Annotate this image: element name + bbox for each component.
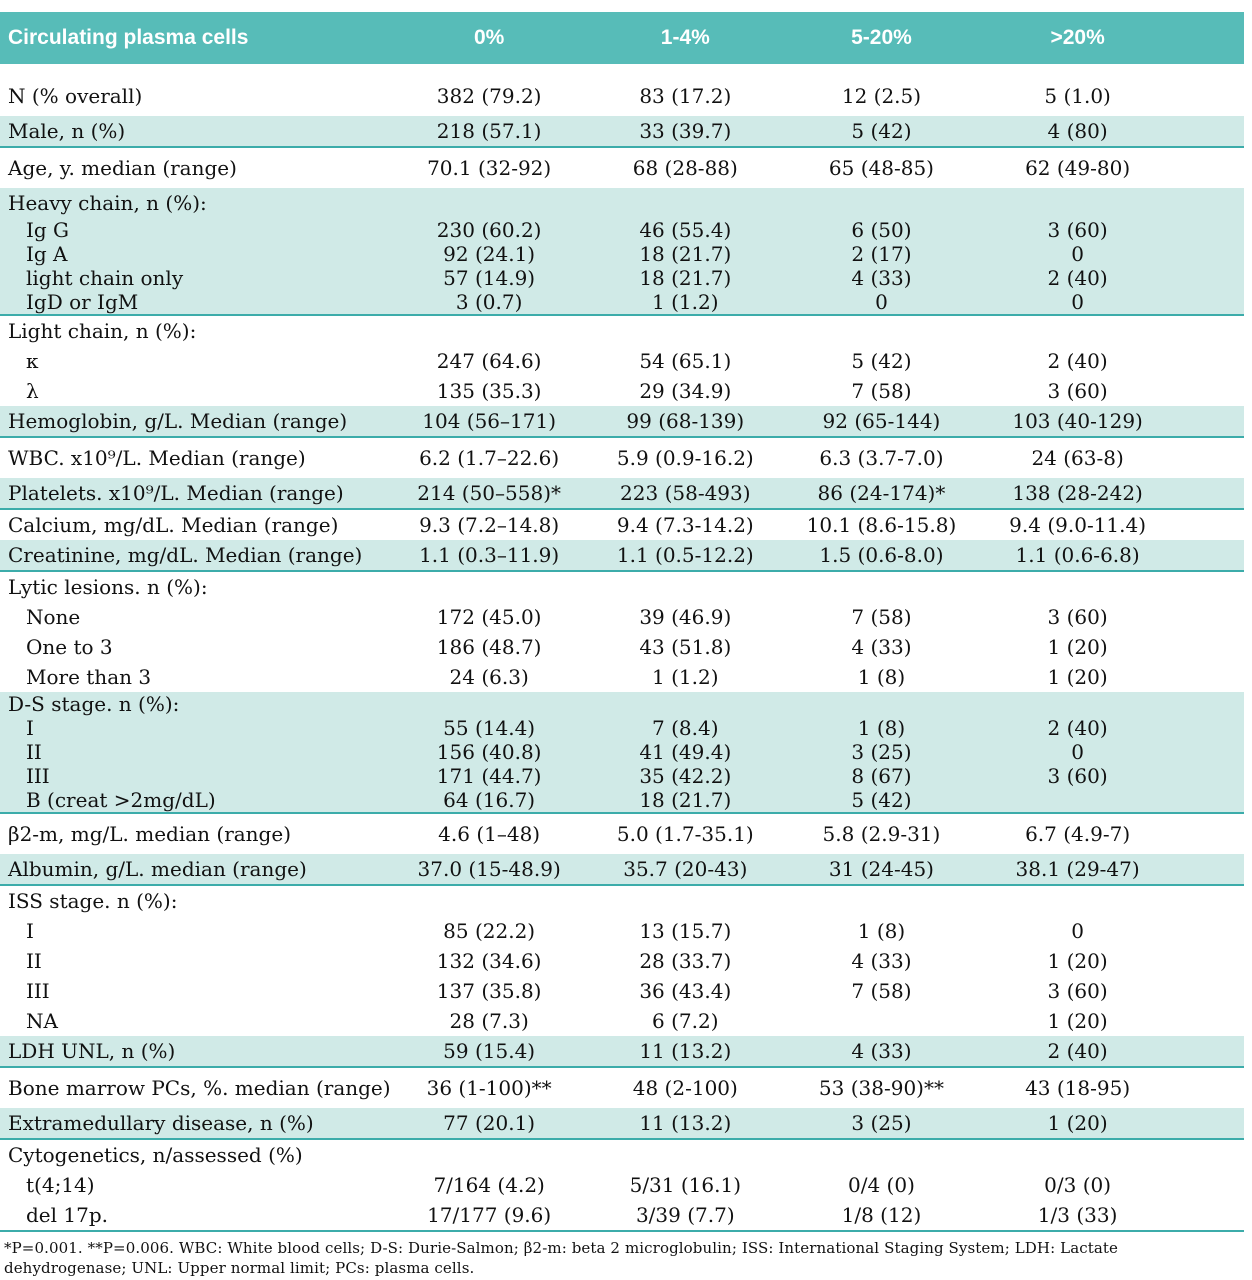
filler-cell: [1176, 406, 1244, 437]
cell-value: 1.5 (0.6-8.0): [783, 540, 979, 571]
table-row: [0, 764, 1244, 788]
cell-value: 7/164 (4.2): [433, 1173, 545, 1197]
row-label: Hemoglobin, g/L. Median (range): [0, 406, 391, 437]
filler-cell: [1176, 1006, 1244, 1036]
cell-value: 35.7 (20-43): [587, 854, 783, 885]
table-row: [0, 346, 1244, 376]
table-row: [0, 315, 1244, 346]
row-label: More than 3: [26, 665, 152, 689]
cell-value: 2 (40): [1047, 349, 1108, 373]
row-label: B (creat >2mg/dL): [0, 788, 391, 813]
cell-value: 1.1 (0.5-12.2): [587, 540, 783, 571]
cell-value: 83 (17.2): [639, 84, 732, 108]
cell-value: 92 (24.1): [391, 242, 587, 266]
cell-value: 24 (63-8): [1031, 446, 1124, 470]
cell-value: 3 (60): [1047, 605, 1108, 629]
cell-value: [783, 692, 979, 716]
filler-cell: [1176, 1108, 1244, 1139]
row-label: NA: [26, 1009, 58, 1033]
cell-value: 12 (2.5): [841, 84, 922, 108]
cell-value: 3 (25): [783, 740, 979, 764]
table-row: [0, 70, 1244, 116]
column-header-0pct: 0%: [391, 12, 587, 70]
row-label: I: [26, 919, 34, 943]
row-label: Platelets. x10⁹/L. Median (range): [0, 478, 391, 509]
cell-value: [587, 188, 783, 218]
cell-value: 2 (40): [980, 1036, 1176, 1067]
table-row: [0, 662, 1244, 692]
cell-value: 28 (7.3): [449, 1009, 529, 1033]
row-label: IgD or IgM: [0, 290, 391, 315]
row-label: Albumin, g/L. median (range): [0, 854, 391, 885]
filler-cell: [1176, 1200, 1244, 1231]
table-row: [0, 854, 1244, 885]
table-row: [0, 478, 1244, 509]
filler-cell: [1176, 916, 1244, 946]
row-label: II: [0, 740, 391, 764]
cell-value: 6 (50): [783, 218, 979, 242]
cell-value: 5 (42): [783, 116, 979, 147]
column-header-5-20pct: 5-20%: [783, 12, 979, 70]
table-row: [0, 290, 1244, 315]
cell-value: 2 (40): [980, 266, 1176, 290]
cell-value: [587, 571, 783, 602]
cell-value: 5 (42): [783, 788, 979, 813]
table-row: [0, 813, 1244, 854]
row-label: Ig A: [0, 242, 391, 266]
cell-value: 2 (17): [783, 242, 979, 266]
table-row: [0, 1067, 1244, 1108]
cell-value: 17/177 (9.6): [391, 1200, 587, 1231]
cell-value: 7 (58): [851, 605, 912, 629]
filler-cell: [1176, 188, 1244, 218]
row-label: Cytogenetics, n/assessed (%): [8, 1143, 303, 1167]
cell-value: 3 (0.7): [391, 290, 587, 315]
table-row: [0, 376, 1244, 406]
table-row: [0, 716, 1244, 740]
cell-value: 28 (33.7): [639, 949, 732, 973]
cell-value: 11 (13.2): [587, 1108, 783, 1139]
table-row: [0, 406, 1244, 437]
cell-value: [587, 692, 783, 716]
cell-value: 38.1 (29-47): [980, 854, 1176, 885]
row-label: LDH UNL, n (%): [0, 1036, 391, 1067]
cell-value: 43 (51.8): [639, 635, 732, 659]
filler-cell: [1176, 740, 1244, 764]
header-label: Circulating plasma cells: [0, 12, 391, 70]
cell-value: [587, 315, 783, 346]
cell-value: 7 (58): [851, 979, 912, 1003]
cell-value: 43 (18-95): [1025, 1076, 1131, 1100]
cell-value: [783, 571, 979, 602]
header-row: [0, 12, 1244, 70]
cell-value: [391, 188, 587, 218]
filler-cell: [1176, 346, 1244, 376]
table-header: [0, 12, 1244, 70]
filler-cell: [1176, 854, 1244, 885]
cell-value: [783, 885, 979, 916]
table-row: [0, 1139, 1244, 1170]
cell-value: 53 (38-90)**: [818, 1076, 944, 1100]
cell-value: [783, 1139, 979, 1170]
filler-cell: [1176, 885, 1244, 916]
cell-value: 6.2 (1.7–22.6): [419, 446, 560, 470]
cell-value: 55 (14.4): [391, 716, 587, 740]
table-row: [0, 632, 1244, 662]
row-label: Ig G: [0, 218, 391, 242]
cell-value: 18 (21.7): [587, 788, 783, 813]
cell-value: 33 (39.7): [587, 116, 783, 147]
filler-cell: [1176, 266, 1244, 290]
cell-value: 99 (68-139): [587, 406, 783, 437]
table-body: [0, 70, 1244, 1231]
cell-value: 4 (33): [783, 266, 979, 290]
filler-cell: [1176, 290, 1244, 315]
cell-value: 9.3 (7.2–14.8): [419, 513, 560, 537]
filler-cell: [1176, 509, 1244, 540]
cell-value: [980, 1139, 1176, 1170]
filler-cell: [1176, 788, 1244, 813]
cell-value: 41 (49.4): [587, 740, 783, 764]
row-label: N (% overall): [8, 84, 143, 108]
row-label: Heavy chain, n (%):: [0, 188, 391, 218]
cell-value: 7 (8.4): [587, 716, 783, 740]
cell-value: 103 (40-129): [980, 406, 1176, 437]
filler-cell: [1176, 571, 1244, 602]
table-row: [0, 147, 1244, 188]
cell-value: 3 (60): [1047, 379, 1108, 403]
cell-value: [391, 1139, 587, 1170]
cell-value: 24 (6.3): [449, 665, 529, 689]
cell-value: [980, 188, 1176, 218]
cell-value: 138 (28-242): [980, 478, 1176, 509]
cell-value: 230 (60.2): [391, 218, 587, 242]
cell-value: 382 (79.2): [436, 84, 542, 108]
filler-cell: [1176, 147, 1244, 188]
cell-value: 4 (33): [851, 949, 912, 973]
cell-value: 6.3 (3.7-7.0): [819, 446, 944, 470]
cell-value: 54 (65.1): [639, 349, 732, 373]
filler-cell: [1176, 70, 1244, 116]
cell-value: 3 (60): [1047, 979, 1108, 1003]
cell-value: 10.1 (8.6-15.8): [806, 513, 957, 537]
table-row: [0, 1108, 1244, 1139]
header-filler: [1176, 12, 1244, 70]
cell-value: 8 (67): [783, 764, 979, 788]
cell-value: 1/3 (33): [980, 1200, 1176, 1231]
table-row: [0, 571, 1244, 602]
cell-value: 5.0 (1.7-35.1): [616, 822, 754, 846]
cell-value: 137 (35.8): [436, 979, 542, 1003]
table-row: [0, 946, 1244, 976]
table-row: [0, 1006, 1244, 1036]
cell-value: 1.1 (0.6-6.8): [980, 540, 1176, 571]
row-label: ISS stage. n (%):: [8, 889, 178, 913]
cell-value: 4.6 (1–48): [438, 822, 541, 846]
row-label: Creatinine, mg/dL. Median (range): [0, 540, 391, 571]
cell-value: 6 (7.2): [652, 1009, 719, 1033]
cell-value: 77 (20.1): [391, 1108, 587, 1139]
cell-value: [391, 692, 587, 716]
table-row: [0, 788, 1244, 813]
filler-cell: [1176, 813, 1244, 854]
cell-value: 9.4 (7.3-14.2): [616, 513, 754, 537]
cell-value: 1 (20): [1047, 665, 1108, 689]
cell-value: 4 (33): [851, 635, 912, 659]
table-row: [0, 1200, 1244, 1231]
table-row: [0, 266, 1244, 290]
cell-value: 86 (24-174)*: [783, 478, 979, 509]
filler-cell: [1176, 1036, 1244, 1067]
cell-value: 5.8 (2.9-31): [822, 822, 941, 846]
cell-value: 13 (15.7): [639, 919, 732, 943]
clinical-characteristics-table: [0, 12, 1244, 1232]
cell-value: 64 (16.7): [391, 788, 587, 813]
cell-value: 218 (57.1): [391, 116, 587, 147]
filler-cell: [1176, 946, 1244, 976]
cell-value: 156 (40.8): [391, 740, 587, 764]
cell-value: 1 (20): [1047, 635, 1108, 659]
table-row: [0, 437, 1244, 478]
row-label: Lytic lesions. n (%):: [8, 575, 208, 599]
cell-value: 1 (1.2): [587, 290, 783, 315]
row-label: del 17p.: [0, 1200, 391, 1231]
table-row: [0, 1170, 1244, 1200]
filler-cell: [1176, 218, 1244, 242]
cell-value: 9.4 (9.0-11.4): [1009, 513, 1147, 537]
cell-value: [391, 315, 587, 346]
cell-value: 18 (21.7): [587, 242, 783, 266]
cell-value: 0: [1071, 919, 1084, 943]
row-label: Light chain, n (%):: [8, 319, 197, 343]
table-row: [0, 740, 1244, 764]
cell-value: 3 (60): [980, 764, 1176, 788]
cell-value: 0/4 (0): [848, 1173, 915, 1197]
cell-value: [980, 571, 1176, 602]
cell-value: [980, 788, 1176, 813]
row-label: One to 3: [26, 635, 113, 659]
cell-value: 18 (21.7): [587, 266, 783, 290]
filler-cell: [1176, 764, 1244, 788]
cell-value: 3 (25): [783, 1108, 979, 1139]
cell-value: [783, 315, 979, 346]
row-label: Bone marrow PCs, %. median (range): [8, 1076, 391, 1100]
cell-value: [980, 692, 1176, 716]
row-label: λ: [26, 379, 39, 403]
row-label: III: [26, 979, 50, 1003]
row-label: Age, y. median (range): [8, 156, 237, 180]
cell-value: 1 (8): [857, 665, 906, 689]
filler-cell: [1176, 315, 1244, 346]
cell-value: 0: [980, 740, 1176, 764]
cell-value: 4 (80): [980, 116, 1176, 147]
cell-value: 5/31 (16.1): [629, 1173, 741, 1197]
table-row: [0, 885, 1244, 916]
cell-value: 1 (20): [1047, 1009, 1108, 1033]
cell-value: 59 (15.4): [391, 1036, 587, 1067]
table-row: [0, 602, 1244, 632]
filler-cell: [1176, 662, 1244, 692]
column-header-gt20pct: >20%: [980, 12, 1176, 70]
table-row: [0, 692, 1244, 716]
table-row: [0, 916, 1244, 946]
cell-value: 7 (58): [851, 379, 912, 403]
table-row: [0, 218, 1244, 242]
row-label: III: [0, 764, 391, 788]
cell-value: 172 (45.0): [436, 605, 542, 629]
cell-value: 1 (8): [783, 716, 979, 740]
cell-value: 1 (1.2): [652, 665, 719, 689]
cell-value: 37.0 (15-48.9): [391, 854, 587, 885]
filler-cell: [1176, 437, 1244, 478]
cell-value: [391, 571, 587, 602]
cell-value: 135 (35.3): [436, 379, 542, 403]
row-label: II: [26, 949, 42, 973]
cell-value: [980, 885, 1176, 916]
cell-value: 31 (24-45): [783, 854, 979, 885]
cell-value: 171 (44.7): [391, 764, 587, 788]
cell-value: 4 (33): [783, 1036, 979, 1067]
cell-value: 0/3 (0): [1044, 1173, 1112, 1197]
filler-cell: [1176, 632, 1244, 662]
cell-value: [587, 1139, 783, 1170]
filler-cell: [1176, 1170, 1244, 1200]
table-row: [0, 540, 1244, 571]
table-row: [0, 976, 1244, 1006]
table-row: [0, 116, 1244, 147]
cell-value: 3 (60): [980, 218, 1176, 242]
column-header-1-4pct: 1-4%: [587, 12, 783, 70]
cell-value: 5 (1.0): [1044, 84, 1111, 108]
cell-value: 29 (34.9): [639, 379, 732, 403]
row-label: κ: [26, 349, 39, 373]
cell-value: 70.1 (32-92): [427, 156, 552, 180]
cell-value: 36 (1-100)**: [426, 1076, 552, 1100]
cell-value: 36 (43.4): [639, 979, 732, 1003]
cell-value: 46 (55.4): [587, 218, 783, 242]
cell-value: 85 (22.2): [443, 919, 536, 943]
table-row: [0, 1036, 1244, 1067]
cell-value: 11 (13.2): [587, 1036, 783, 1067]
cell-value: 65 (48-85): [828, 156, 934, 180]
cell-value: 35 (42.2): [587, 764, 783, 788]
table-row: [0, 188, 1244, 218]
filler-cell: [1176, 1139, 1244, 1170]
table-row: [0, 242, 1244, 266]
filler-cell: [1176, 540, 1244, 571]
cell-value: 104 (56–171): [391, 406, 587, 437]
cell-value: 247 (64.6): [436, 349, 542, 373]
filler-cell: [1176, 976, 1244, 1006]
row-label: None: [26, 605, 81, 629]
cell-value: 39 (46.9): [639, 605, 732, 629]
table-row: [0, 509, 1244, 540]
cell-value: 1/8 (12): [783, 1200, 979, 1231]
filler-cell: [1176, 116, 1244, 147]
cell-value: [587, 885, 783, 916]
cell-value: 57 (14.9): [391, 266, 587, 290]
filler-cell: [1176, 478, 1244, 509]
row-label: WBC. x10⁹/L. Median (range): [8, 446, 306, 470]
filler-cell: [1176, 692, 1244, 716]
cell-value: [783, 188, 979, 218]
cell-value: 92 (65-144): [783, 406, 979, 437]
row-label: t(4;14): [26, 1173, 95, 1197]
cell-value: 186 (48.7): [436, 635, 542, 659]
filler-cell: [1176, 242, 1244, 266]
filler-cell: [1176, 376, 1244, 406]
cell-value: 48 (2-100): [632, 1076, 738, 1100]
cell-value: 6.7 (4.9-7): [1025, 822, 1131, 846]
row-label: Extramedullary disease, n (%): [0, 1108, 391, 1139]
row-label: Calcium, mg/dL. Median (range): [8, 513, 339, 537]
cell-value: 62 (49-80): [1025, 156, 1131, 180]
cell-value: 5.9 (0.9-16.2): [616, 446, 754, 470]
filler-cell: [1176, 602, 1244, 632]
cell-value: 5 (42): [851, 349, 912, 373]
cell-value: 68 (28-88): [632, 156, 738, 180]
cell-value: 1.1 (0.3–11.9): [391, 540, 587, 571]
cell-value: 1 (20): [1047, 949, 1108, 973]
cell-value: 1 (8): [857, 919, 906, 943]
cell-value: 223 (58-493): [587, 478, 783, 509]
cell-value: [783, 1006, 979, 1036]
cell-value: 0: [783, 290, 979, 315]
filler-cell: [1176, 1067, 1244, 1108]
cell-value: 1 (20): [980, 1108, 1176, 1139]
cell-value: 2 (40): [980, 716, 1176, 740]
cell-value: [980, 315, 1176, 346]
table-footnote: *P=0.001. **P=0.006. WBC: White blood cells; D-S: Durie-Salmon; β2-m: beta 2 microglobulin; ISS: International Staging System; LDH: Lactate dehydrogenase; UNL: Upper normal limit; PCs: plasma cells.: [4, 1239, 1119, 1277]
cell-value: 214 (50–558)*: [391, 478, 587, 509]
filler-cell: [1176, 716, 1244, 740]
cell-value: 3/39 (7.7): [587, 1200, 783, 1231]
cell-value: 132 (34.6): [436, 949, 542, 973]
cell-value: 0: [980, 290, 1176, 315]
row-label: light chain only: [0, 266, 391, 290]
row-label: I: [0, 716, 391, 740]
row-label: Male, n (%): [0, 116, 391, 147]
cell-value: [391, 885, 587, 916]
cell-value: 0: [980, 242, 1176, 266]
row-label: β2-m, mg/L. median (range): [8, 822, 291, 846]
row-label: D-S stage. n (%):: [0, 692, 391, 716]
